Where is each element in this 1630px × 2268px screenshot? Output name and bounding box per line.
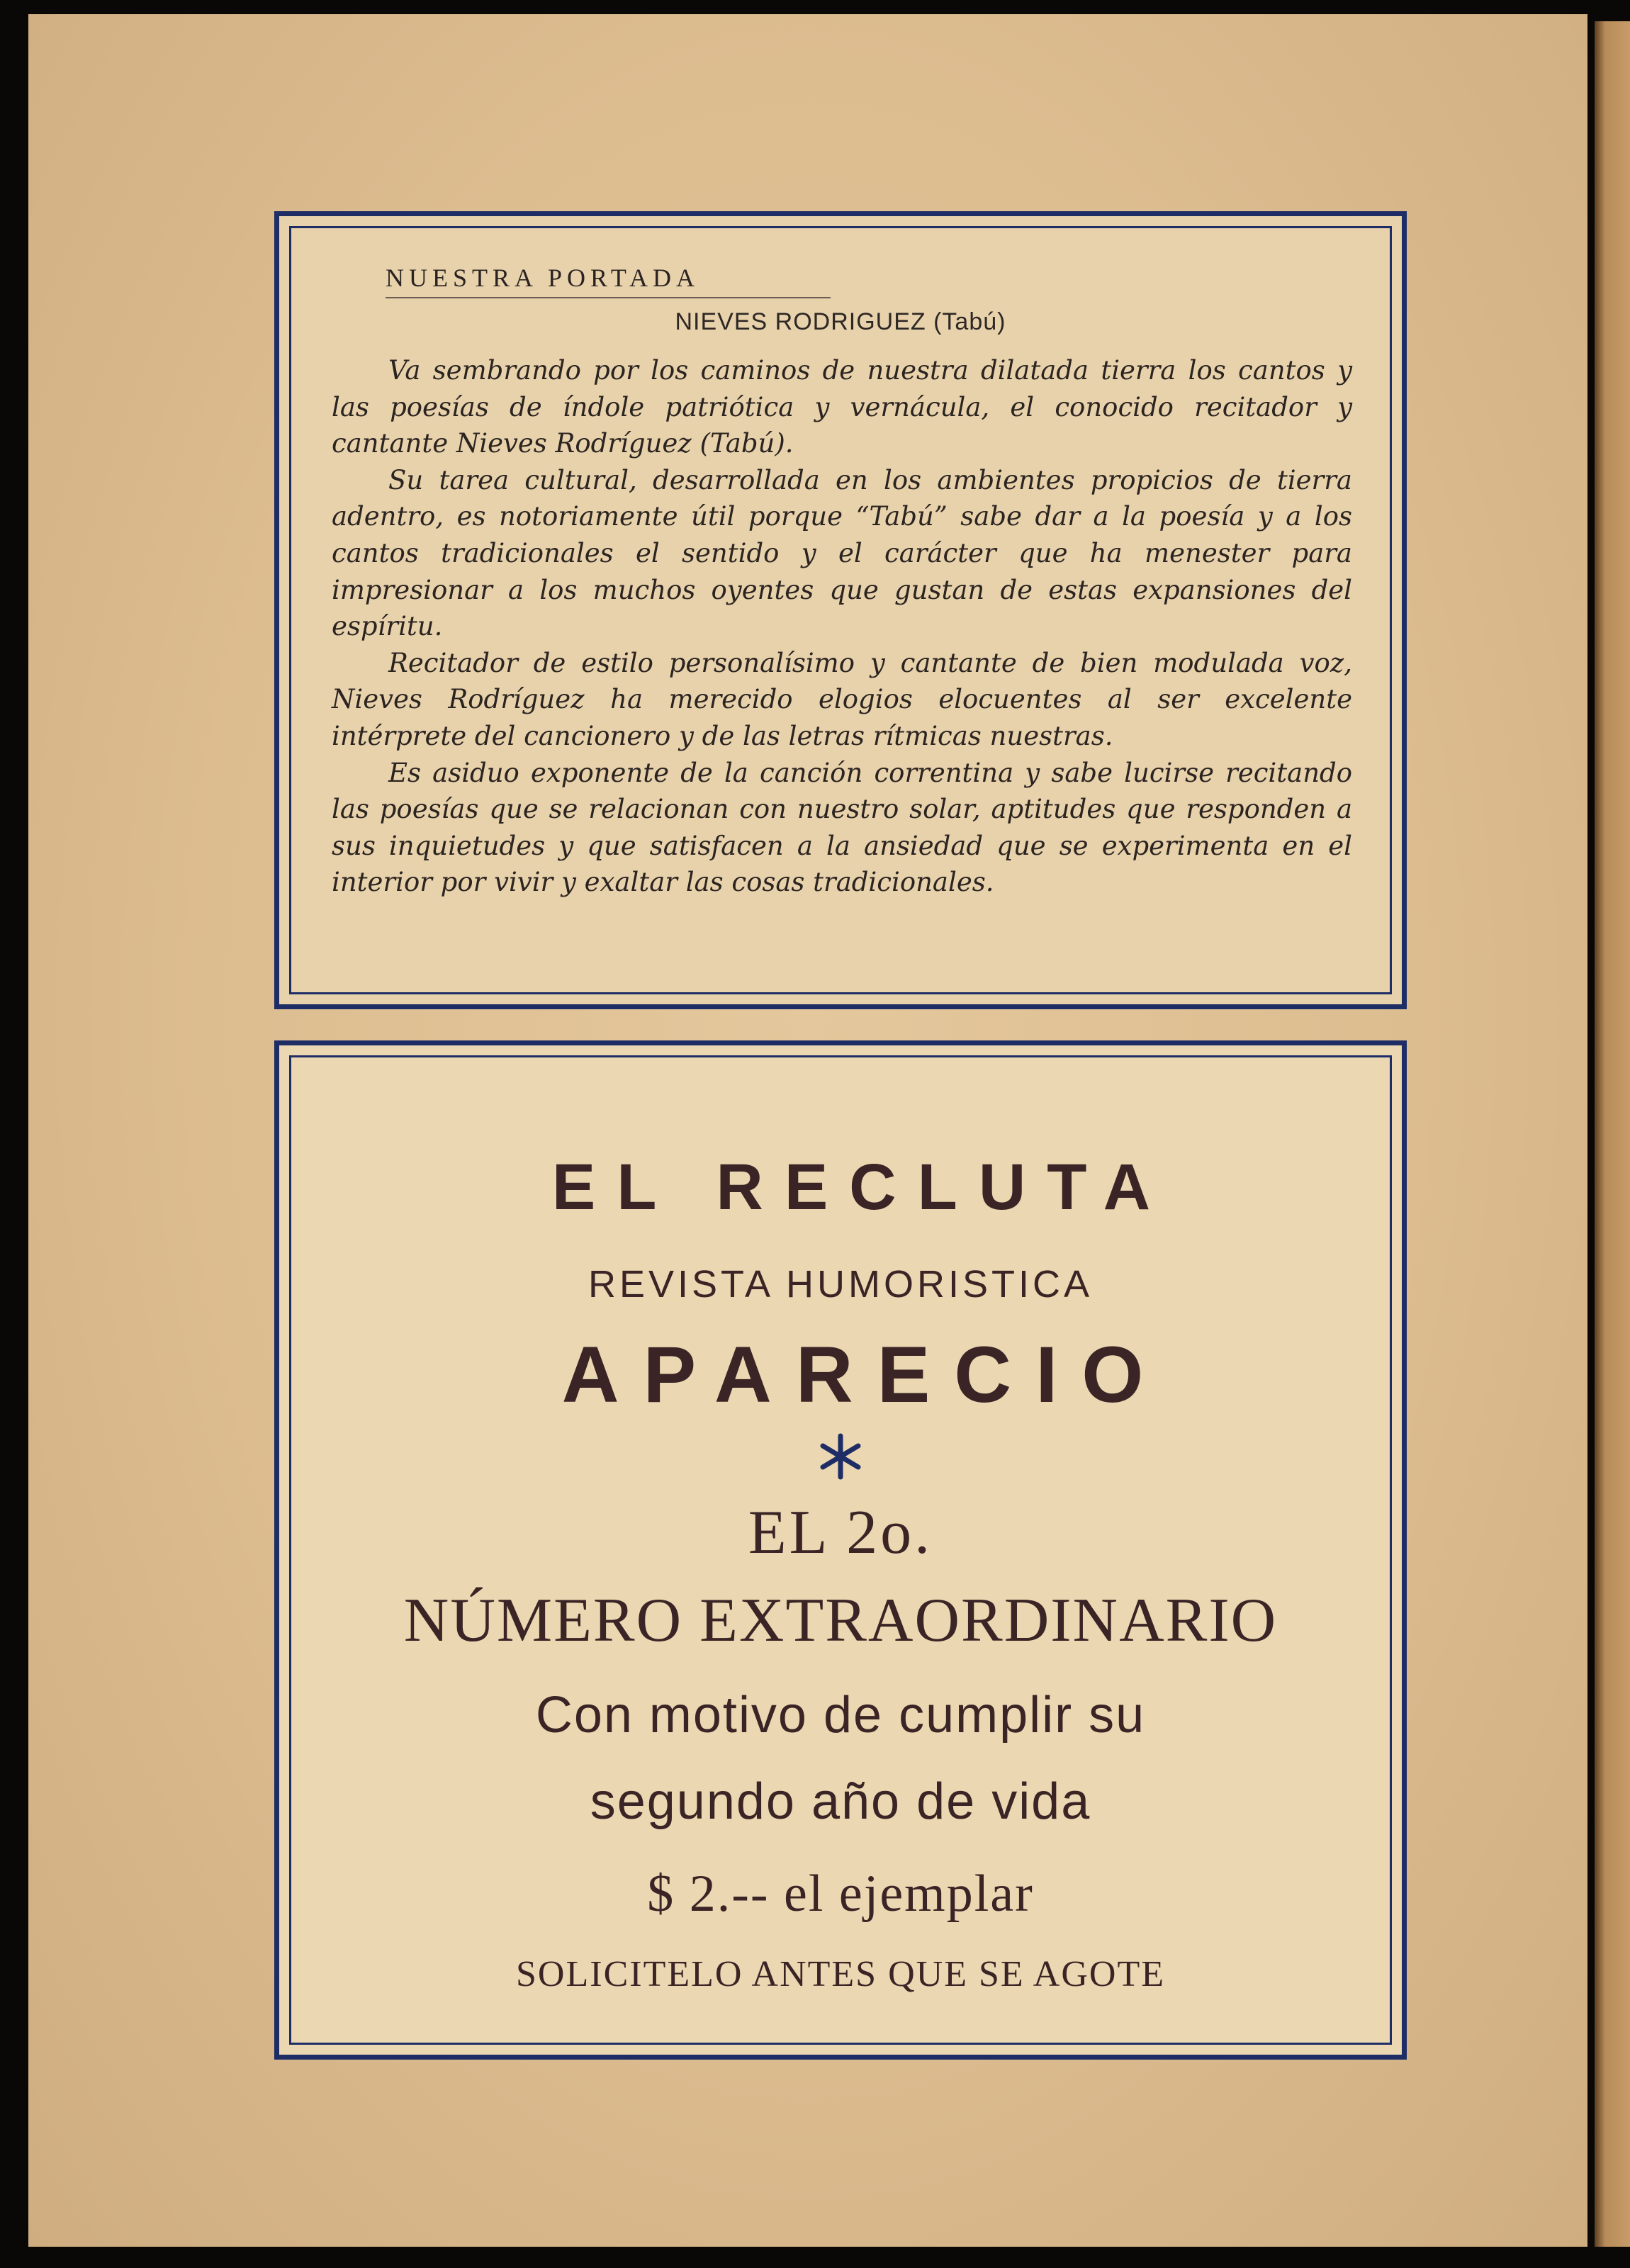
ad-magazine-subtitle: REVISTA HUMORISTICA	[588, 1263, 1094, 1306]
asterisk-star-icon	[816, 1432, 865, 1481]
adjacent-page-edge	[1595, 21, 1630, 2247]
ad-price: $ 2.-- el ejemplar	[647, 1865, 1034, 1923]
article-paragraph-1: Va sembrando por los caminos de nuestra dilatada tierra los cantos y las poesías de índole patriótica y vernácula, el conocido recitador y cantante Nieves Rodríguez (Tabú).	[332, 355, 1352, 459]
portada-article	[332, 352, 1352, 901]
advertisement-box	[274, 1040, 1407, 2060]
ad-star-ornament	[279, 1432, 1402, 1488]
ad-motive-line-1: Con motivo de cumplir su	[535, 1687, 1146, 1744]
ad-issue-number: EL 2o.	[748, 1498, 933, 1567]
section-heading: NUESTRA PORTADA	[386, 263, 831, 298]
cover-subject-name: NIEVES RODRIGUEZ (Tabú)	[675, 308, 1006, 335]
article-paragraph-3: Recitador de estilo personalísimo y cantante de bien modulada voz, Nieves Rodríguez ha merecido elogios elocuentes al ser excelente intérprete del cancionero y de las letras rítmicas nuestras.	[332, 647, 1352, 751]
ad-motive-line-2: segundo año de vida	[590, 1773, 1091, 1830]
ad-extraordinary-issue: NÚMERO EXTRAORDINARIO	[403, 1586, 1278, 1655]
portada-box	[274, 211, 1407, 1009]
ad-headline: APARECIO	[561, 1330, 1168, 1419]
ad-call-to-action: SOLICITELO ANTES QUE SE AGOTE	[516, 1954, 1165, 1994]
article-paragraph-4: Es asiduo exponente de la canción correntina y sabe lucirse recitando las poesías que se relacionan con nuestro solar, aptitudes que responden a sus inquietudes y que satisfacen a la ansiedad que se experimenta en el interior por vivir y exaltar las cosas tradicionales.	[332, 757, 1352, 898]
article-paragraph-2: Su tarea cultural, desarrollada en los ambientes propicios de tierra adentro, es notoriamente útil porque “Tabú” sabe dar a la poesía y a los cantos tradicionales el sentido y el carácter que ha menester para impresionar a los muchos oyentes que gustan de estas expansiones del espíritu.	[332, 464, 1352, 642]
magazine-page	[28, 14, 1587, 2247]
ad-magazine-title: EL RECLUTA	[551, 1151, 1172, 1223]
